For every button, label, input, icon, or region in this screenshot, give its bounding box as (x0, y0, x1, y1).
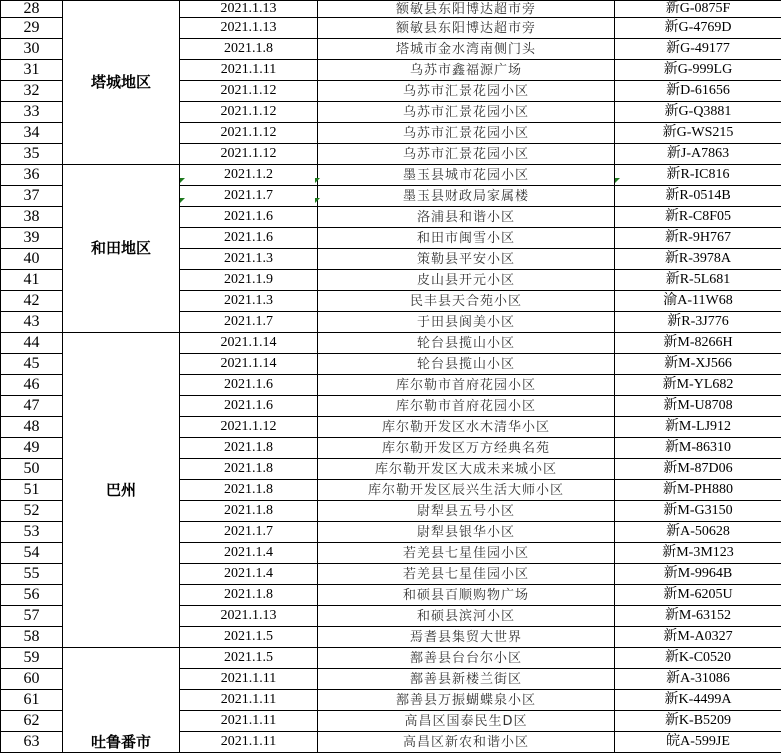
plate-cell: 新R-IC816 (615, 165, 781, 186)
plate-cell: 新M-63152 (615, 606, 781, 627)
region-cell: 巴州 (63, 333, 180, 648)
row-number-cell: 42 (1, 291, 63, 312)
plate-cell: 新M-XJ566 (615, 354, 781, 375)
plate-cell: 新M-YL682 (615, 375, 781, 396)
region-cell: 塔城地区 (63, 1, 180, 165)
plate-cell: 新M-9964B (615, 564, 781, 585)
address-cell: 墨玉县财政局家属楼 (318, 186, 615, 207)
plate-cell: 新K-B5209 (615, 711, 781, 732)
address-cell: 乌苏市汇景花园小区 (318, 123, 615, 144)
address-cell: 鄯善县台台尔小区 (318, 648, 615, 669)
address-cell: 库尔勒市首府花园小区 (318, 396, 615, 417)
row-number-cell: 55 (1, 564, 63, 585)
address-cell: 塔城市金水湾南侧门头 (318, 39, 615, 60)
plate-cell: 新J-A7863 (615, 144, 781, 165)
date-cell: 2021.1.11 (180, 669, 318, 690)
address-cell: 库尔勒开发区水木清华小区 (318, 417, 615, 438)
date-cell: 2021.1.7 (180, 522, 318, 543)
row-number-cell: 30 (1, 39, 63, 60)
plate-cell: 渝A-11W68 (615, 291, 781, 312)
table-row (1, 1, 781, 18)
date-cell: 2021.1.13 (180, 606, 318, 627)
address-cell: 乌苏市汇景花园小区 (318, 144, 615, 165)
date-cell: 2021.1.8 (180, 501, 318, 522)
plate-cell: 新M-8266H (615, 333, 781, 354)
row-number-cell: 56 (1, 585, 63, 606)
address-cell: 乌苏市汇景花园小区 (318, 102, 615, 123)
address-cell: 轮台县揽山小区 (318, 354, 615, 375)
row-number-cell: 37 (1, 186, 63, 207)
row-number-cell: 51 (1, 480, 63, 501)
plate-cell: 新R-0514B (615, 186, 781, 207)
date-cell: 2021.1.4 (180, 543, 318, 564)
cell-marker (180, 178, 185, 183)
date-cell: 2021.1.5 (180, 627, 318, 648)
row-number-cell: 31 (1, 60, 63, 81)
date-cell: 2021.1.12 (180, 102, 318, 123)
date-cell: 2021.1.8 (180, 438, 318, 459)
address-cell: 高昌区新农和谐小区 (318, 732, 615, 753)
date-cell: 2021.1.8 (180, 39, 318, 60)
address-cell: 尉犁县银华小区 (318, 522, 615, 543)
region-cell: 吐鲁番市 (63, 648, 180, 753)
date-cell: 2021.1.7 (180, 312, 318, 333)
row-number-cell: 63 (1, 732, 63, 753)
plate-cell: 新G-999LG (615, 60, 781, 81)
row-number-cell: 43 (1, 312, 63, 333)
plate-cell: 新M-PH880 (615, 480, 781, 501)
row-number-cell: 50 (1, 459, 63, 480)
row-number-cell: 45 (1, 354, 63, 375)
plate-cell: 新K-C0520 (615, 648, 781, 669)
cell-marker (615, 178, 620, 183)
row-number-cell: 35 (1, 144, 63, 165)
row-number-cell: 29 (1, 18, 63, 39)
row-number-cell: 46 (1, 375, 63, 396)
date-cell: 2021.1.14 (180, 354, 318, 375)
address-cell: 若羌县七星佳园小区 (318, 543, 615, 564)
plate-cell: 新M-87D06 (615, 459, 781, 480)
row-number-cell: 49 (1, 438, 63, 459)
date-cell: 2021.1.13 (180, 1, 318, 18)
plate-cell: 新R-C8F05 (615, 207, 781, 228)
plate-cell: 新A-50628 (615, 522, 781, 543)
plate-cell: 新A-31086 (615, 669, 781, 690)
address-cell: 额敏县东阳博达超市旁 (318, 1, 615, 18)
row-number-cell: 57 (1, 606, 63, 627)
address-cell: 乌苏市汇景花园小区 (318, 81, 615, 102)
date-cell: 2021.1.12 (180, 81, 318, 102)
address-cell: 民丰县天合苑小区 (318, 291, 615, 312)
plate-cell: 新M-U8708 (615, 396, 781, 417)
date-cell: 2021.1.8 (180, 585, 318, 606)
plate-cell: 新M-86310 (615, 438, 781, 459)
date-cell: 2021.1.9 (180, 270, 318, 291)
date-cell: 2021.1.8 (180, 480, 318, 501)
plate-cell: 新M-6205U (615, 585, 781, 606)
address-cell: 库尔勒开发区辰兴生活大师小区 (318, 480, 615, 501)
plate-cell: 皖A-599JE (615, 732, 781, 753)
plate-cell: 新R-3978A (615, 249, 781, 270)
date-cell: 2021.1.3 (180, 291, 318, 312)
date-cell: 2021.1.6 (180, 396, 318, 417)
plate-cell: 新R-9H767 (615, 228, 781, 249)
date-cell: 2021.1.14 (180, 333, 318, 354)
row-number-cell: 61 (1, 690, 63, 711)
plate-cell: 新M-LJ912 (615, 417, 781, 438)
row-number-cell: 53 (1, 522, 63, 543)
date-cell: 2021.1.6 (180, 375, 318, 396)
date-cell: 2021.1.11 (180, 60, 318, 81)
plate-cell: 新M-G3150 (615, 501, 781, 522)
date-cell: 2021.1.11 (180, 711, 318, 732)
row-number-cell: 60 (1, 669, 63, 690)
row-number-cell: 38 (1, 207, 63, 228)
date-cell: 2021.1.12 (180, 417, 318, 438)
address-cell: 轮台县揽山小区 (318, 333, 615, 354)
row-number-cell: 59 (1, 648, 63, 669)
cell-marker (315, 198, 320, 203)
address-cell: 额敏县东阳博达超市旁 (318, 18, 615, 39)
plate-cell: 新G-Q3881 (615, 102, 781, 123)
row-number-cell: 32 (1, 81, 63, 102)
plate-cell: 新D-61656 (615, 81, 781, 102)
row-number-cell: 62 (1, 711, 63, 732)
row-number-cell: 58 (1, 627, 63, 648)
cell-marker (315, 178, 320, 183)
address-cell: 鄯善县万振蝴蝶泉小区 (318, 690, 615, 711)
date-cell: 2021.1.8 (180, 459, 318, 480)
address-cell: 焉耆县集贸大世界 (318, 627, 615, 648)
row-number-cell: 44 (1, 333, 63, 354)
date-cell: 2021.1.6 (180, 228, 318, 249)
date-cell: 2021.1.12 (180, 144, 318, 165)
table-row (1, 648, 781, 669)
plate-cell: 新G-49177 (615, 39, 781, 60)
plate-cell: 新M-3M123 (615, 543, 781, 564)
row-number-cell: 39 (1, 228, 63, 249)
date-cell: 2021.1.11 (180, 732, 318, 753)
plate-cell: 新K-4499A (615, 690, 781, 711)
address-cell: 高昌区国泰民生D区 (318, 711, 615, 732)
date-cell: 2021.1.12 (180, 123, 318, 144)
address-cell: 和田市闽雪小区 (318, 228, 615, 249)
row-number-cell: 33 (1, 102, 63, 123)
table-row (1, 165, 781, 186)
region-cell: 和田地区 (63, 165, 180, 333)
date-cell: 2021.1.2 (180, 165, 318, 186)
plate-cell: 新R-5L681 (615, 270, 781, 291)
address-cell: 库尔勒开发区大成未来城小区 (318, 459, 615, 480)
row-number-cell: 36 (1, 165, 63, 186)
address-cell: 和硕县滨河小区 (318, 606, 615, 627)
address-cell: 墨玉县城市花园小区 (318, 165, 615, 186)
address-cell: 洛浦县和谐小区 (318, 207, 615, 228)
address-cell: 策勒县平安小区 (318, 249, 615, 270)
date-cell: 2021.1.5 (180, 648, 318, 669)
address-cell: 若羌县七星佳园小区 (318, 564, 615, 585)
date-cell: 2021.1.4 (180, 564, 318, 585)
date-cell: 2021.1.7 (180, 186, 318, 207)
plate-cell: 新G-4769D (615, 18, 781, 39)
row-number-cell: 52 (1, 501, 63, 522)
row-number-cell: 28 (1, 1, 63, 18)
date-cell: 2021.1.11 (180, 690, 318, 711)
date-cell: 2021.1.13 (180, 18, 318, 39)
row-number-cell: 47 (1, 396, 63, 417)
address-cell: 尉犁县五号小区 (318, 501, 615, 522)
plate-cell: 新G-WS215 (615, 123, 781, 144)
row-number-cell: 54 (1, 543, 63, 564)
address-cell: 和硕县百顺购物广场 (318, 585, 615, 606)
row-number-cell: 41 (1, 270, 63, 291)
plate-cell: 新M-A0327 (615, 627, 781, 648)
date-cell: 2021.1.6 (180, 207, 318, 228)
address-cell: 库尔勒市首府花园小区 (318, 375, 615, 396)
address-cell: 乌苏市鑫福源广场 (318, 60, 615, 81)
row-number-cell: 34 (1, 123, 63, 144)
table-row (1, 333, 781, 354)
plate-cell: 新R-3J776 (615, 312, 781, 333)
address-cell: 鄯善县新楼兰街区 (318, 669, 615, 690)
plate-cell: 新G-0875F (615, 1, 781, 18)
address-cell: 于田县阆美小区 (318, 312, 615, 333)
date-cell: 2021.1.3 (180, 249, 318, 270)
address-cell: 库尔勒开发区万方经典名苑 (318, 438, 615, 459)
row-number-cell: 48 (1, 417, 63, 438)
row-number-cell: 40 (1, 249, 63, 270)
table-body (1, 1, 781, 753)
address-cell: 皮山县开元小区 (318, 270, 615, 291)
cell-marker (180, 198, 185, 203)
